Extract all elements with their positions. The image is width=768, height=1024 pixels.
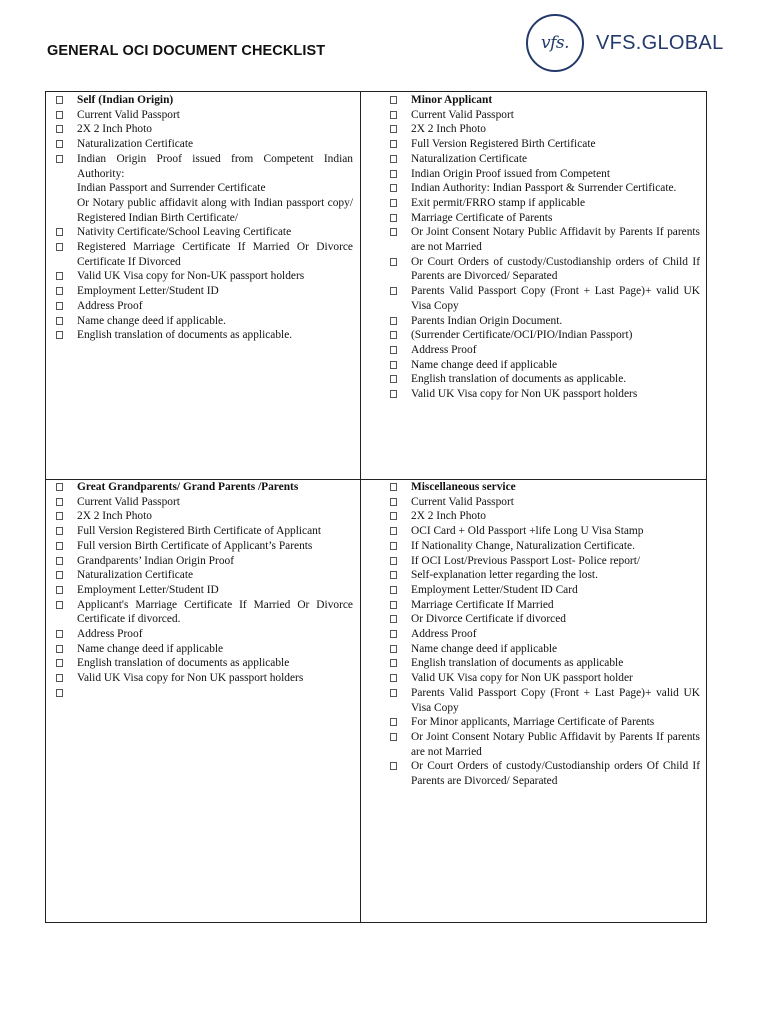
checklist-item xyxy=(390,598,700,613)
checklist-heading xyxy=(390,480,700,495)
checkbox-icon xyxy=(390,375,397,383)
checklist-item-text: Current Valid Passport xyxy=(77,108,180,121)
checklist-item-text: 2X 2 Inch Photo xyxy=(77,510,152,523)
checklist-item-text: Marriage Certificate If Married xyxy=(411,598,554,611)
checklist-item xyxy=(56,539,353,554)
checklist-item xyxy=(56,328,353,343)
checkbox-icon xyxy=(390,645,397,653)
checklist-item-text: English translation of documents as applicable xyxy=(77,657,290,670)
checkbox-icon xyxy=(390,689,397,697)
checklist-item xyxy=(390,152,700,167)
checklist-item-text: Employment Letter/Student ID xyxy=(77,583,219,596)
misc-checklist xyxy=(390,480,700,789)
checklist-item xyxy=(56,671,353,686)
checkbox-icon xyxy=(390,571,397,579)
checklist-item xyxy=(390,583,700,598)
checklist-item xyxy=(390,524,700,539)
checkbox-icon xyxy=(390,228,397,236)
checklist-item xyxy=(390,108,700,123)
section-heading: Miscellaneous service xyxy=(411,481,516,493)
checklist-item-text: Current Valid Passport xyxy=(411,108,514,121)
self-section xyxy=(56,93,353,343)
checklist-item-text: Full Version Registered Birth Certificate xyxy=(411,138,596,151)
checkbox-icon xyxy=(56,96,63,104)
checklist-item xyxy=(390,372,700,387)
checklist-item xyxy=(390,343,700,358)
checkbox-icon xyxy=(390,170,397,178)
checklist-item-text: If Nationality Change, Naturalization Certificate. xyxy=(411,539,635,552)
checkbox-icon xyxy=(390,140,397,148)
grid-divider-vertical xyxy=(360,92,361,922)
minor-section xyxy=(390,93,700,402)
parents-section xyxy=(56,480,353,686)
checkbox-icon xyxy=(390,258,397,266)
vfs-global-logo xyxy=(524,13,724,75)
checkbox-icon xyxy=(390,111,397,119)
checklist-item xyxy=(390,387,700,402)
checkbox-icon xyxy=(390,630,397,638)
checklist-item-text: Employment Letter/Student ID Card xyxy=(411,583,578,596)
checklist-item xyxy=(390,196,700,211)
checkbox-icon xyxy=(56,140,63,148)
checklist-item-text: Registered Marriage Certificate If Married Or Divorce Certificate If Divorced xyxy=(77,241,353,268)
checkbox-icon xyxy=(56,498,63,506)
checklist-item xyxy=(390,509,700,524)
checkbox-icon xyxy=(56,542,63,550)
checkbox-icon xyxy=(56,243,63,251)
checklist-item xyxy=(390,255,700,284)
checkbox-icon xyxy=(56,512,63,520)
checklist-item-text: Exit permit/FRRO stamp if applicable xyxy=(411,196,585,209)
checklist-item xyxy=(56,108,353,123)
checklist-item-text: Parents Valid Passport Copy (Front + Last Page)+ valid UK Visa Copy xyxy=(411,285,700,312)
checklist-item xyxy=(56,568,353,583)
checklist-item xyxy=(390,554,700,569)
checklist-heading xyxy=(390,93,700,108)
misc-section xyxy=(390,480,700,789)
checkbox-icon xyxy=(56,228,63,236)
checkbox-icon xyxy=(56,601,63,609)
checklist-item xyxy=(390,181,700,196)
logo-circle xyxy=(526,14,584,72)
checklist-item-text: English translation of documents as applicable. xyxy=(411,373,627,386)
checklist-item-text: Or Joint Consent Notary Public Affidavit by Parents If parents are not Married xyxy=(411,226,700,254)
checklist-item-text: Or Joint Consent Notary Public Affidavit by Parents If parents are not Married xyxy=(411,730,700,758)
checklist-item xyxy=(56,240,353,269)
logo-wordmark: VFS.GLOBAL xyxy=(596,32,724,54)
checklist-item-text: English translation of documents as applicable xyxy=(411,657,624,670)
checklist-item xyxy=(390,314,700,329)
checklist-item-text: English translation of documents as applicable. xyxy=(77,329,293,342)
checkbox-icon xyxy=(390,390,397,398)
checklist-item xyxy=(390,284,700,313)
checklist-item-text: Or Court Orders of custody/Custodianship orders Of Child If Parents are Divorced/ Separated xyxy=(411,760,700,788)
parents-checklist xyxy=(56,480,353,686)
checklist-item-text: 2X 2 Inch Photo xyxy=(411,510,486,523)
checklist-item xyxy=(390,759,700,788)
checkbox-icon xyxy=(390,615,397,623)
checklist-item xyxy=(390,671,700,686)
checklist-item-text: Current Valid Passport xyxy=(411,495,514,508)
checkbox-icon xyxy=(56,483,63,491)
checkbox-icon xyxy=(390,527,397,535)
checklist-item-text: Full Version Registered Birth Certificate of Applicant xyxy=(77,525,322,538)
checkbox-icon xyxy=(390,659,397,667)
checklist-item-text: Valid UK Visa copy for Non UK passport holders xyxy=(77,672,304,685)
minor-checklist xyxy=(390,93,700,402)
checkbox-icon xyxy=(390,601,397,609)
checklist-item-text: Indian Origin Proof issued from Competent xyxy=(411,167,610,180)
page-title: GENERAL OCI DOCUMENT CHECKLIST xyxy=(47,43,326,59)
checkbox-icon xyxy=(56,527,63,535)
section-heading: Self (Indian Origin) xyxy=(77,94,174,106)
checklist-item xyxy=(56,554,353,569)
checklist-item xyxy=(390,715,700,730)
checkbox-icon xyxy=(390,346,397,354)
checklist-item xyxy=(390,612,700,627)
checkbox-icon xyxy=(390,674,397,682)
checklist-item-text: Parents Indian Origin Document. xyxy=(411,314,563,327)
checkbox-icon xyxy=(56,645,63,653)
checkbox-icon xyxy=(56,674,63,682)
checklist-item-text: Naturalization Certificate xyxy=(77,569,194,582)
self-checklist xyxy=(56,93,353,343)
checklist-item-text: Name change deed if applicable xyxy=(411,642,558,655)
checkbox-icon xyxy=(390,512,397,520)
checklist-item-text: 2X 2 Inch Photo xyxy=(77,123,152,136)
checkbox-icon xyxy=(56,155,63,163)
checklist-item xyxy=(390,539,700,554)
checklist-heading xyxy=(56,93,353,108)
checkbox-icon xyxy=(56,659,63,667)
checkbox-icon xyxy=(56,287,63,295)
checklist-item xyxy=(56,583,353,598)
checkbox-icon xyxy=(56,331,63,339)
section-heading: Great Grandparents/ Grand Parents /Parents xyxy=(77,481,299,493)
checklist-item-text: Name change deed if applicable. xyxy=(77,314,226,327)
checkbox-icon xyxy=(390,542,397,550)
checklist-item-text: Marriage Certificate of Parents xyxy=(411,211,553,224)
checklist-item-text: Address Proof xyxy=(77,628,143,641)
checklist-item-text: 2X 2 Inch Photo xyxy=(411,123,486,136)
checklist-item-text: Address Proof xyxy=(77,299,143,312)
checkbox-icon xyxy=(56,586,63,594)
checkbox-icon xyxy=(56,317,63,325)
checkbox-icon xyxy=(390,733,397,741)
checklist-item xyxy=(390,167,700,182)
checkbox-icon xyxy=(390,498,397,506)
checklist-item xyxy=(390,627,700,642)
checklist-item xyxy=(390,137,700,152)
checklist-item xyxy=(390,328,700,343)
checklist-item xyxy=(56,269,353,284)
checklist-item-text: Indian Origin Proof issued from Competent Indian Authority: Indian Passport and Surrender Certificate Or Notary public affidavit along with Indian passport copy/ Registered Indian Birth Certificate/ xyxy=(77,152,353,224)
checkbox-icon xyxy=(390,125,397,133)
checklist-item-text: Name change deed if applicable xyxy=(411,358,558,371)
checkbox-icon xyxy=(390,214,397,222)
checklist-item xyxy=(56,225,353,240)
checklist-item xyxy=(56,495,353,510)
checklist-item-text: For Minor applicants, Marriage Certificate of Parents xyxy=(411,716,655,729)
checklist-item-text: Indian Authority: Indian Passport & Surrender Certificate. xyxy=(411,182,677,195)
checkbox-icon xyxy=(56,125,63,133)
checklist-item-text: Valid UK Visa copy for Non UK passport holders xyxy=(411,388,638,401)
logo-mark: vfs. xyxy=(540,33,570,53)
checklist-item xyxy=(390,568,700,583)
checkbox-icon xyxy=(56,302,63,310)
checklist-item-text: Self-explanation letter regarding the lost. xyxy=(411,569,598,582)
checklist-item-text: Employment Letter/Student ID xyxy=(77,285,219,298)
checklist-item-text: If OCI Lost/Previous Passport Lost- Police report/ xyxy=(411,554,641,567)
checklist-item xyxy=(390,122,700,137)
checklist-item-text: Grandparents’ Indian Origin Proof xyxy=(77,554,234,567)
checklist-item xyxy=(56,524,353,539)
checkbox-icon xyxy=(390,155,397,163)
checklist-item-text: Address Proof xyxy=(411,343,477,356)
checklist-item xyxy=(56,656,353,671)
checkbox-icon xyxy=(390,331,397,339)
checklist-item xyxy=(56,152,353,226)
checkbox-icon xyxy=(390,586,397,594)
checklist-item-text: Name change deed if applicable xyxy=(77,642,224,655)
checklist-item xyxy=(56,137,353,152)
checkbox-icon xyxy=(390,483,397,491)
checklist-item xyxy=(390,211,700,226)
checklist-item xyxy=(56,509,353,524)
checkbox-icon xyxy=(390,317,397,325)
section-heading: Minor Applicant xyxy=(411,94,493,106)
checklist-item xyxy=(390,495,700,510)
checkbox-icon xyxy=(390,287,397,295)
checklist-item-text: Naturalization Certificate xyxy=(411,152,528,165)
checklist-item-text: Valid UK Visa copy for Non-UK passport holders xyxy=(77,270,305,283)
checklist-grid xyxy=(45,91,707,923)
checkbox-icon xyxy=(390,184,397,192)
checkbox-icon xyxy=(390,762,397,770)
checklist-item-text: Valid UK Visa copy for Non UK passport holder xyxy=(411,672,633,685)
checklist-item-text: Nativity Certificate/School Leaving Certificate xyxy=(77,226,292,239)
checklist-item xyxy=(390,225,700,254)
checkbox-icon xyxy=(390,557,397,565)
checklist-item xyxy=(56,122,353,137)
checkbox-icon xyxy=(56,689,63,697)
checkbox-icon xyxy=(390,718,397,726)
checklist-item xyxy=(390,642,700,657)
checklist-item xyxy=(390,656,700,671)
checkbox-icon xyxy=(56,111,63,119)
checklist-item xyxy=(56,642,353,657)
checklist-item xyxy=(56,299,353,314)
checklist-item xyxy=(390,686,700,715)
checkbox-icon xyxy=(390,199,397,207)
checkbox-icon xyxy=(56,571,63,579)
checklist-item xyxy=(56,284,353,299)
checklist-item-text: Address Proof xyxy=(411,628,477,641)
checklist-heading xyxy=(56,480,353,495)
checklist-item-text: Or Court Orders of custody/Custodianship orders of Child If Parents are Divorced/ Separated xyxy=(411,255,700,283)
checklist-item-text: Parents Valid Passport Copy (Front + Last Page)+ valid UK Visa Copy xyxy=(411,686,700,714)
checklist-item-text: (Surrender Certificate/OCI/PIO/Indian Passport) xyxy=(411,329,633,342)
checklist-item-text: Full version Birth Certificate of Applicant’s Parents xyxy=(77,539,313,552)
checklist-item-text: Current Valid Passport xyxy=(77,495,180,508)
checklist-item xyxy=(390,358,700,373)
checkbox-icon xyxy=(56,557,63,565)
checklist-item xyxy=(390,730,700,759)
checklist-item xyxy=(56,314,353,329)
checklist-item xyxy=(56,598,353,627)
checkbox-icon xyxy=(390,96,397,104)
checklist-item xyxy=(56,627,353,642)
checkbox-icon xyxy=(56,630,63,638)
checkbox-icon xyxy=(390,361,397,369)
checklist-item-text: Or Divorce Certificate if divorced xyxy=(411,613,566,626)
checkbox-icon xyxy=(56,272,63,280)
checklist-item-text: Naturalization Certificate xyxy=(77,138,194,151)
checklist-item-text: Applicant's Marriage Certificate If Married Or Divorce Certificate if divorced. xyxy=(77,598,353,626)
checklist-item-text: OCI Card + Old Passport +life Long U Visa Stamp xyxy=(411,525,644,538)
